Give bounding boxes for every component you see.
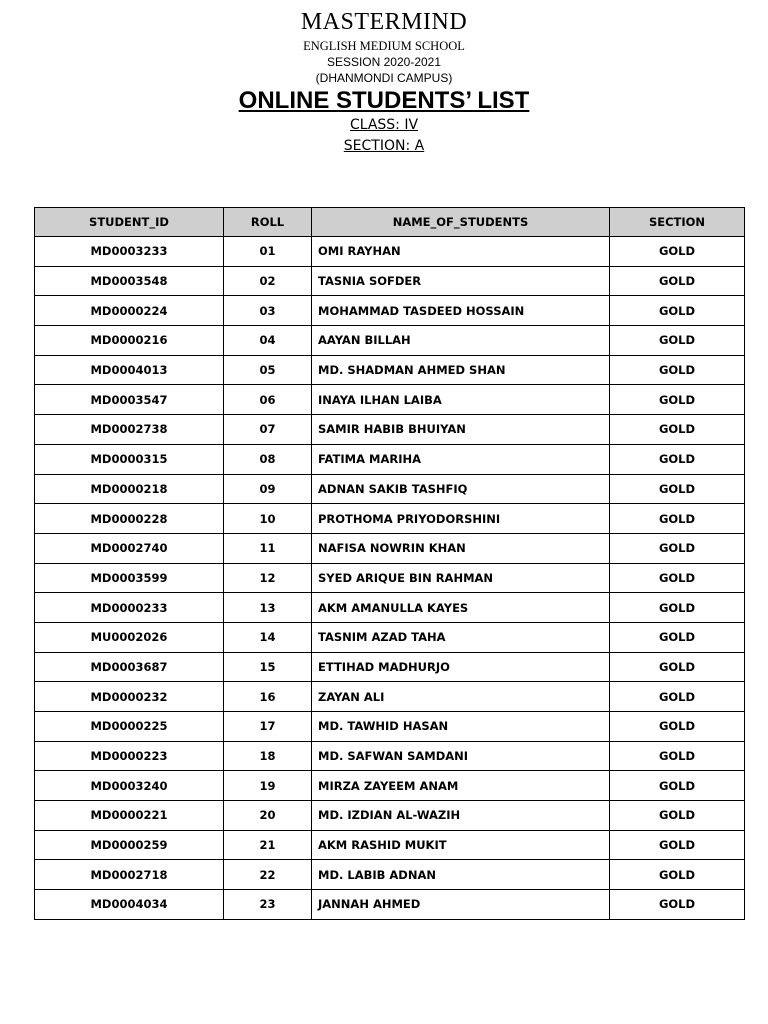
student-id-cell: MD0000218 bbox=[35, 474, 224, 504]
student-id-cell: MD0004013 bbox=[35, 355, 224, 385]
roll-cell: 16 bbox=[224, 682, 312, 712]
roll-cell: 03 bbox=[224, 296, 312, 326]
page-title bbox=[0, 87, 768, 115]
table-row bbox=[35, 771, 745, 801]
section-cell: GOLD bbox=[610, 652, 745, 682]
roll-cell: 17 bbox=[224, 712, 312, 742]
roll-cell: 02 bbox=[224, 266, 312, 296]
table-row bbox=[35, 266, 745, 296]
roll-cell: 18 bbox=[224, 741, 312, 771]
section-cell: GOLD bbox=[610, 741, 745, 771]
student-name-cell: AAYAN BILLAH bbox=[312, 326, 610, 356]
roll-cell: 20 bbox=[224, 801, 312, 831]
table-row bbox=[35, 622, 745, 652]
student-id-cell: MU0002026 bbox=[35, 622, 224, 652]
section-cell: GOLD bbox=[610, 771, 745, 801]
student-id-cell: MD0000232 bbox=[35, 682, 224, 712]
section-cell: GOLD bbox=[610, 355, 745, 385]
student-name-cell: TASNIM AZAD TAHA bbox=[312, 622, 610, 652]
roll-cell: 09 bbox=[224, 474, 312, 504]
students-table bbox=[34, 207, 745, 920]
student-name-cell: AKM AMANULLA KAYES bbox=[312, 593, 610, 623]
student-id-cell: MD0000224 bbox=[35, 296, 224, 326]
student-id-cell: MD0004034 bbox=[35, 890, 224, 920]
school-subtitle: ENGLISH MEDIUM SCHOOL bbox=[303, 39, 465, 53]
table-row bbox=[35, 444, 745, 474]
section-cell: GOLD bbox=[610, 296, 745, 326]
student-id-cell: MD0003233 bbox=[35, 237, 224, 267]
roll-cell: 11 bbox=[224, 533, 312, 563]
table-row bbox=[35, 830, 745, 860]
section-cell: GOLD bbox=[610, 326, 745, 356]
table-row bbox=[35, 682, 745, 712]
roll-cell: 13 bbox=[224, 593, 312, 623]
section-cell: GOLD bbox=[610, 801, 745, 831]
student-id-cell: MD0000223 bbox=[35, 741, 224, 771]
table-row bbox=[35, 504, 745, 534]
page-title-text: ONLINE STUDENTS’ LIST bbox=[238, 87, 530, 114]
table-row bbox=[35, 326, 745, 356]
table-body bbox=[35, 237, 745, 920]
table-row bbox=[35, 563, 745, 593]
student-name-cell: MD. TAWHID HASAN bbox=[312, 712, 610, 742]
roll-cell: 12 bbox=[224, 563, 312, 593]
section-cell: GOLD bbox=[610, 474, 745, 504]
student-name-cell: OMI RAYHAN bbox=[312, 237, 610, 267]
student-name-cell: MD. IZDIAN AL-WAZIH bbox=[312, 801, 610, 831]
campus-label: (DHANMONDI CAMPUS) bbox=[315, 71, 453, 85]
roll-cell: 05 bbox=[224, 355, 312, 385]
roll-cell: 08 bbox=[224, 444, 312, 474]
roll-cell: 04 bbox=[224, 326, 312, 356]
student-id-cell: MD0000225 bbox=[35, 712, 224, 742]
student-name-cell: PROTHOMA PRIYODORSHINI bbox=[312, 504, 610, 534]
section-cell: GOLD bbox=[610, 504, 745, 534]
table-row bbox=[35, 415, 745, 445]
table-row bbox=[35, 385, 745, 415]
roll-cell: 19 bbox=[224, 771, 312, 801]
section-cell: GOLD bbox=[610, 622, 745, 652]
section-cell: GOLD bbox=[610, 682, 745, 712]
student-name-cell: ZAYAN ALI bbox=[312, 682, 610, 712]
column-header-name: NAME_OF_STUDENTS bbox=[312, 208, 610, 237]
student-name-cell: MD. SHADMAN AHMED SHAN bbox=[312, 355, 610, 385]
student-name-cell: JANNAH AHMED bbox=[312, 890, 610, 920]
table-row bbox=[35, 741, 745, 771]
student-id-cell: MD0002740 bbox=[35, 533, 224, 563]
section-cell: GOLD bbox=[610, 444, 745, 474]
table-row bbox=[35, 237, 745, 267]
student-id-cell: MD0002718 bbox=[35, 860, 224, 890]
column-header-section: SECTION bbox=[610, 208, 745, 237]
student-name-cell: MOHAMMAD TASDEED HOSSAIN bbox=[312, 296, 610, 326]
student-id-cell: MD0000315 bbox=[35, 444, 224, 474]
session-label: SESSION 2020-2021 bbox=[326, 55, 442, 69]
student-id-cell: MD0003687 bbox=[35, 652, 224, 682]
section-cell: GOLD bbox=[610, 712, 745, 742]
roll-cell: 22 bbox=[224, 860, 312, 890]
student-name-cell: MIRZA ZAYEEM ANAM bbox=[312, 771, 610, 801]
student-id-cell: MD0000216 bbox=[35, 326, 224, 356]
column-header-student-id: STUDENT_ID bbox=[35, 208, 224, 237]
roll-cell: 21 bbox=[224, 830, 312, 860]
student-id-cell: MD0002738 bbox=[35, 415, 224, 445]
table-row bbox=[35, 801, 745, 831]
student-id-cell: MD0003599 bbox=[35, 563, 224, 593]
section-cell: GOLD bbox=[610, 237, 745, 267]
student-id-cell: MD0000221 bbox=[35, 801, 224, 831]
roll-cell: 15 bbox=[224, 652, 312, 682]
student-id-cell: MD0003547 bbox=[35, 385, 224, 415]
table-row bbox=[35, 652, 745, 682]
section-cell: GOLD bbox=[610, 385, 745, 415]
table-row bbox=[35, 593, 745, 623]
student-id-cell: MD0003548 bbox=[35, 266, 224, 296]
student-id-cell: MD0000228 bbox=[35, 504, 224, 534]
section-label bbox=[0, 138, 768, 154]
table-row bbox=[35, 860, 745, 890]
class-label-text: CLASS: IV bbox=[349, 117, 419, 133]
table-row bbox=[35, 533, 745, 563]
student-name-cell: AKM RASHID MUKIT bbox=[312, 830, 610, 860]
table-row bbox=[35, 355, 745, 385]
column-header-roll: ROLL bbox=[224, 208, 312, 237]
section-cell: GOLD bbox=[610, 533, 745, 563]
student-id-cell: MD0000259 bbox=[35, 830, 224, 860]
roll-cell: 10 bbox=[224, 504, 312, 534]
school-name: MASTERMIND bbox=[300, 9, 468, 35]
roll-cell: 06 bbox=[224, 385, 312, 415]
table-header-row bbox=[35, 208, 745, 237]
student-name-cell: NAFISA NOWRIN KHAN bbox=[312, 533, 610, 563]
section-cell: GOLD bbox=[610, 593, 745, 623]
student-id-cell: MD0000233 bbox=[35, 593, 224, 623]
student-id-cell: MD0003240 bbox=[35, 771, 224, 801]
table-row bbox=[35, 712, 745, 742]
student-name-cell: INAYA ILHAN LAIBA bbox=[312, 385, 610, 415]
student-name-cell: FATIMA MARIHA bbox=[312, 444, 610, 474]
section-cell: GOLD bbox=[610, 890, 745, 920]
roll-cell: 07 bbox=[224, 415, 312, 445]
section-cell: GOLD bbox=[610, 415, 745, 445]
roll-cell: 14 bbox=[224, 622, 312, 652]
student-name-cell: SYED ARIQUE BIN RAHMAN bbox=[312, 563, 610, 593]
table-row bbox=[35, 474, 745, 504]
student-name-cell: MD. SAFWAN SAMDANI bbox=[312, 741, 610, 771]
student-name-cell: ADNAN SAKIB TASHFIQ bbox=[312, 474, 610, 504]
student-name-cell: SAMIR HABIB BHUIYAN bbox=[312, 415, 610, 445]
section-cell: GOLD bbox=[610, 266, 745, 296]
roll-cell: 01 bbox=[224, 237, 312, 267]
class-label bbox=[0, 117, 768, 133]
section-cell: GOLD bbox=[610, 860, 745, 890]
student-name-cell: ETTIHAD MADHURJO bbox=[312, 652, 610, 682]
section-label-text: SECTION: A bbox=[343, 138, 425, 154]
student-name-cell: MD. LABIB ADNAN bbox=[312, 860, 610, 890]
section-cell: GOLD bbox=[610, 563, 745, 593]
table-row bbox=[35, 890, 745, 920]
roll-cell: 23 bbox=[224, 890, 312, 920]
student-name-cell: TASNIA SOFDER bbox=[312, 266, 610, 296]
table-row bbox=[35, 296, 745, 326]
section-cell: GOLD bbox=[610, 830, 745, 860]
